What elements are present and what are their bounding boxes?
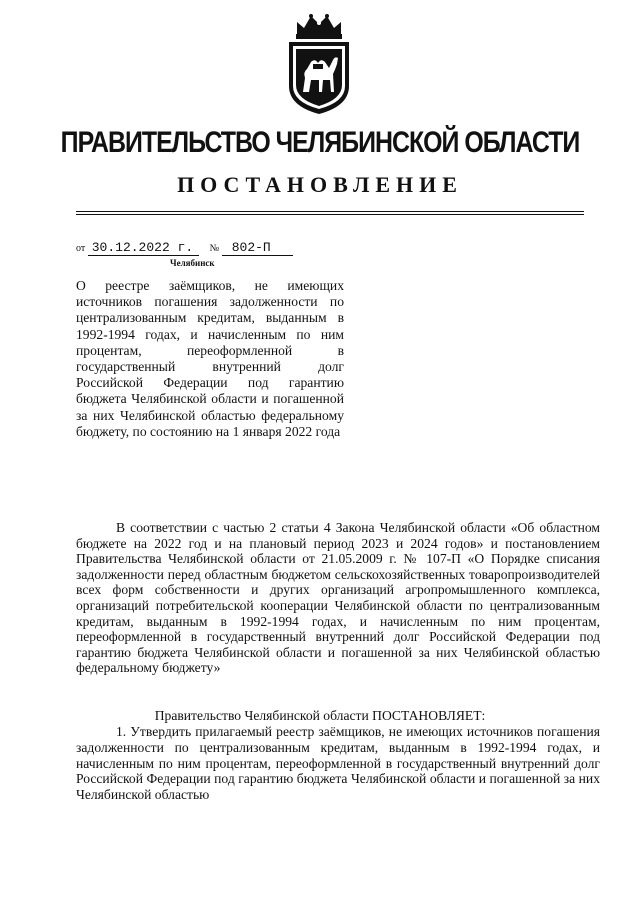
document-meta — [76, 240, 293, 256]
document-type-title: ПОСТАНОВЛЕНИЕ — [177, 172, 463, 197]
date-label: от — [76, 243, 86, 254]
document-subject: О реестре заёмщиков, не имеющих источников погашения задолженности по централизованным кредитам, выданным в 1992-1994 годах, и начисленным по ним процентам, переоформленной в государственный внутренний долг Российской Федерации под гарантию бюджета Челябинской области и погашенной за них Челябинской областью федеральному бюджету, по состоянию на 1 января 2022 года — [76, 278, 344, 439]
document-number: 802-П — [222, 240, 293, 256]
header-divider-top — [76, 211, 584, 212]
city-name: Челябинск — [170, 258, 215, 268]
item-1-paragraph: 1. Утвердить прилагаемый реестр заёмщиков, не имеющих источников погашения задолженности по централизованным кредитам, выданным в 1992-1994 годах, и начисленным по ним процентам, переоформленной в государственный внутренний долг Российской Федерации под гарантию бюджета Челябинской области и погашенной за них Челябинской областью — [76, 724, 600, 803]
coat-of-arms-emblem — [283, 12, 355, 116]
number-label: № — [209, 243, 220, 254]
resolution-line: Правительство Челябинской области ПОСТАНОВЛЯЕТ: — [154, 708, 486, 723]
header-divider-bottom — [76, 214, 584, 215]
government-title: ПРАВИТЕЛЬСТВО ЧЕЛЯБИНСКОЙ ОБЛАСТИ — [60, 126, 580, 159]
preamble-paragraph: В соответствии с частью 2 статьи 4 Закона Челябинской области «Об областном бюджете на 2022 год и на плановый период 2023 и 2024 годов» и постановлением Правительства Челябинской области от 21.05.2009 г. № 107-П «О Порядке списания задолженности перед областным бюджетом сельскохозяйственных товаропроизводителей всех форм собственности и других организаций агропромышленного комплекса, организаций потребительской кооперации Челябинской области по централизованным кредитам, выданным в 1992-1994 годах, и начисленным по ним процентам, переоформленной в государственный внутренний долг Российской Федерации под гарантию бюджета Челябинской области и погашенной за них Челябинской областью федеральному бюджету» — [76, 520, 600, 676]
document-date: 30.12.2022 г. — [88, 240, 199, 256]
